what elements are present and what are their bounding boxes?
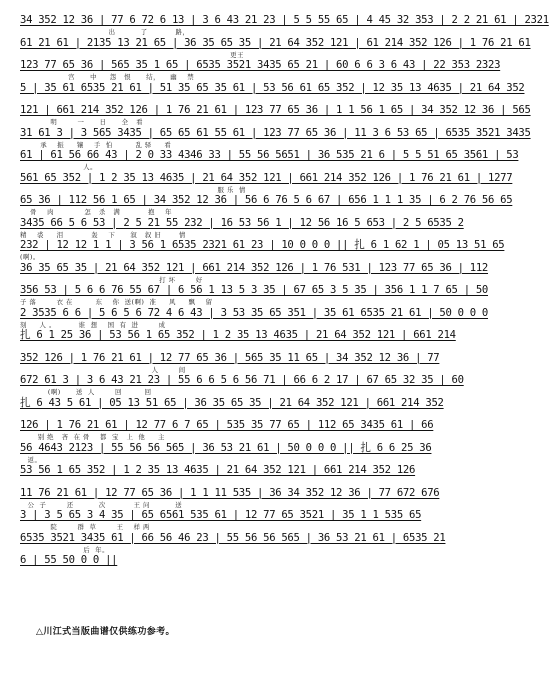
score-line	[20, 81, 525, 105]
notation-text: 61 21 61 | 2135 13 21 65 | 36 35 65 35 | 21 64 352 121 | 61 214 352 126 | 1 76 21 61	[20, 36, 531, 49]
lyric-text: (啊) 送 人 回 回	[20, 388, 152, 396]
score-line	[20, 329, 472, 352]
notation-text: 232 | 12 12 1 1 | 3 56 1 6535 2321 61 23 | 10 0 0 0 || 扎 6 1 62 1 | 05 13 51 65	[20, 239, 505, 251]
notation-text: 356 53 | 5 6 6 76 55 67 | 6 56 1 13 5 3 35 | 67 65 3 5 35 | 356 1 1 7 65 | 50	[20, 284, 489, 296]
notation-text: 6 | 55 50 0 0 ||	[20, 554, 118, 566]
notation-text: 11 76 21 61 | 12 77 65 36 | 1 1 11 535 | 36 34 352 12 36 | 77 672 676	[20, 486, 440, 499]
score-line	[20, 554, 472, 577]
footnote: △川江式当版曲谱仅供练功参考。	[36, 627, 175, 637]
notation-text: 352 126 | 1 76 21 61 | 12 77 65 36 | 565 35 11 65 | 34 352 12 36 | 77	[20, 351, 440, 364]
lyric-text: 公 子 还 次 王 问 送	[20, 500, 183, 509]
score-line	[20, 217, 472, 240]
lyric-text: 院 群 草 王 样 两	[20, 523, 150, 531]
notation-text: 34 352 12 36 | 77 6 72 6 13 | 3 6 43 21 23 | 5 5 55 65 | 4 45 32 353 | 2 2 21 61 | 2321	[20, 14, 549, 26]
notation-text: 2 3535 6 6 | 5 6 5 6 72 4 6 43 | 3 53 35 65 351 | 35 61 6535 21 61 | 50 0 0 0	[20, 306, 489, 319]
notation-text: 121 | 661 214 352 126 | 1 76 21 61 | 123 77 65 36 | 1 1 56 1 65 | 34 352 12 36 | 565	[20, 104, 531, 116]
notation-text: 65 36 | 112 56 1 65 | 34 352 12 36 | 56 6 76 5 6 67 | 656 1 1 1 35 | 6 2 76 56 65	[20, 194, 513, 206]
lyric-text: 返。	[20, 455, 42, 464]
score-line	[20, 284, 489, 307]
score-line	[20, 419, 472, 442]
score-line	[20, 171, 513, 195]
notation-text: 672 61 3 | 3 6 43 21 23 | 55 6 6 5 6 56 71 | 66 6 2 17 | 67 65 32 35 | 60	[20, 374, 464, 386]
score-line	[20, 194, 513, 217]
score-line	[20, 374, 472, 397]
score-line	[20, 352, 472, 375]
lyric-text: 子 落 衣 在 东 你 送(啊) 准 风 飘 留	[20, 298, 213, 306]
notation-text: 5 | 35 61 6535 21 61 | 51 35 65 35 61 | 53 56 61 65 352 | 12 35 13 4635 | 21 64 352	[20, 81, 525, 94]
notation-text: 561 65 352 | 1 2 35 13 4635 | 21 64 352 121 | 661 214 352 126 | 1 76 21 61 | 1277	[20, 171, 513, 184]
score-line	[20, 464, 472, 487]
score-body	[20, 14, 549, 577]
score-line	[20, 397, 472, 420]
lyric-text: 服 乐 情	[20, 185, 246, 194]
score-line	[20, 532, 472, 555]
notation-text: 53 56 1 65 352 | 1 2 35 13 4635 | 21 64 352 121 | 661 214 352 126	[20, 464, 416, 476]
lyric-text: 骨 肉 怎 杀 满 抱 年	[20, 208, 173, 216]
lyric-text: 宫 中 怨 恨 结， 幽 禁	[20, 73, 195, 81]
score-line	[20, 239, 505, 262]
notation-text: 56 4643 2123 | 55 56 56 565 | 36 53 21 61 | 50 0 0 0 || 扎 6 6 25 36	[20, 441, 432, 454]
score-line	[20, 14, 549, 37]
lyric-text: 人。	[20, 163, 98, 171]
lyric-text: (啊)。	[20, 253, 40, 261]
notation-text: 61 | 61 56 66 43 | 2 0 33 4346 33 | 55 56 5651 | 36 535 21 6 | 5 5 51 65 3561 | 53	[20, 149, 519, 161]
notation-text: 31 61 3 | 3 565 3435 | 65 65 61 55 61 | 123 77 65 36 | 11 3 6 53 65 | 6535 3521 3435	[20, 126, 531, 139]
score-line	[20, 261, 489, 285]
score-line	[20, 509, 472, 532]
lyric-text: 更王	[20, 50, 244, 59]
notation-text: 6535 3521 3435 61 | 66 56 46 23 | 55 56 56 565 | 36 53 21 61 | 6535 21	[20, 531, 446, 544]
score-line	[20, 442, 472, 465]
notation-text: 扎 6 43 5 61 | 05 13 51 65 | 36 35 65 35 | 21 64 352 121 | 661 214 352	[20, 396, 444, 409]
score-line	[20, 487, 472, 510]
notation-text: 3 | 3 5 65 3 4 35 | 65 6561 535 61 | 12 77 65 3521 | 35 1 1 535 65	[20, 509, 422, 521]
notation-text: 126 | 1 76 21 61 | 12 77 6 7 65 | 535 35 77 65 | 112 65 3435 61 | 66	[20, 419, 434, 431]
lyric-text: 刻 人 。 谁 想 国 有 进 成	[20, 320, 166, 329]
score-line	[20, 36, 531, 60]
lyric-text: 出 了 路，	[20, 28, 190, 36]
notation-text: 扎 6 1 25 36 | 53 56 1 65 352 | 1 2 35 13 4635 | 21 64 352 121 | 661 214	[20, 329, 456, 341]
notation-text: 36 35 65 35 | 21 64 352 121 | 661 214 352 126 | 1 76 531 | 123 77 65 36 | 112	[20, 261, 489, 274]
score-line	[20, 104, 531, 127]
score-line	[20, 126, 531, 150]
lyric-text: 人 间	[20, 365, 186, 374]
score-line	[20, 149, 519, 172]
lyric-text: 明 一 日 全 看	[20, 118, 144, 126]
score-line	[20, 306, 489, 330]
lyric-text: 精 裘 泪 轰 下 叙 叙 旧 情	[20, 230, 186, 239]
notation-text: 3435 66 5 6 53 | 2 5 21 55 232 | 16 53 56 1 | 12 56 16 5 653 | 2 5 6535 2	[20, 216, 464, 229]
lyric-text: 打 坏 好	[20, 275, 203, 284]
lyric-text: 承 振 镶 手 怕 乱 驿 看	[20, 140, 172, 149]
notation-text: 123 77 65 36 | 565 35 1 65 | 6535 3521 3435 65 21 | 60 6 6 3 6 43 | 22 353 2323	[20, 59, 501, 71]
lyric-text: 后 年。	[20, 545, 110, 554]
score-line	[20, 59, 501, 82]
lyric-text: 别 绝 吝 在 骨 都 宝 上 他 主	[20, 433, 165, 441]
